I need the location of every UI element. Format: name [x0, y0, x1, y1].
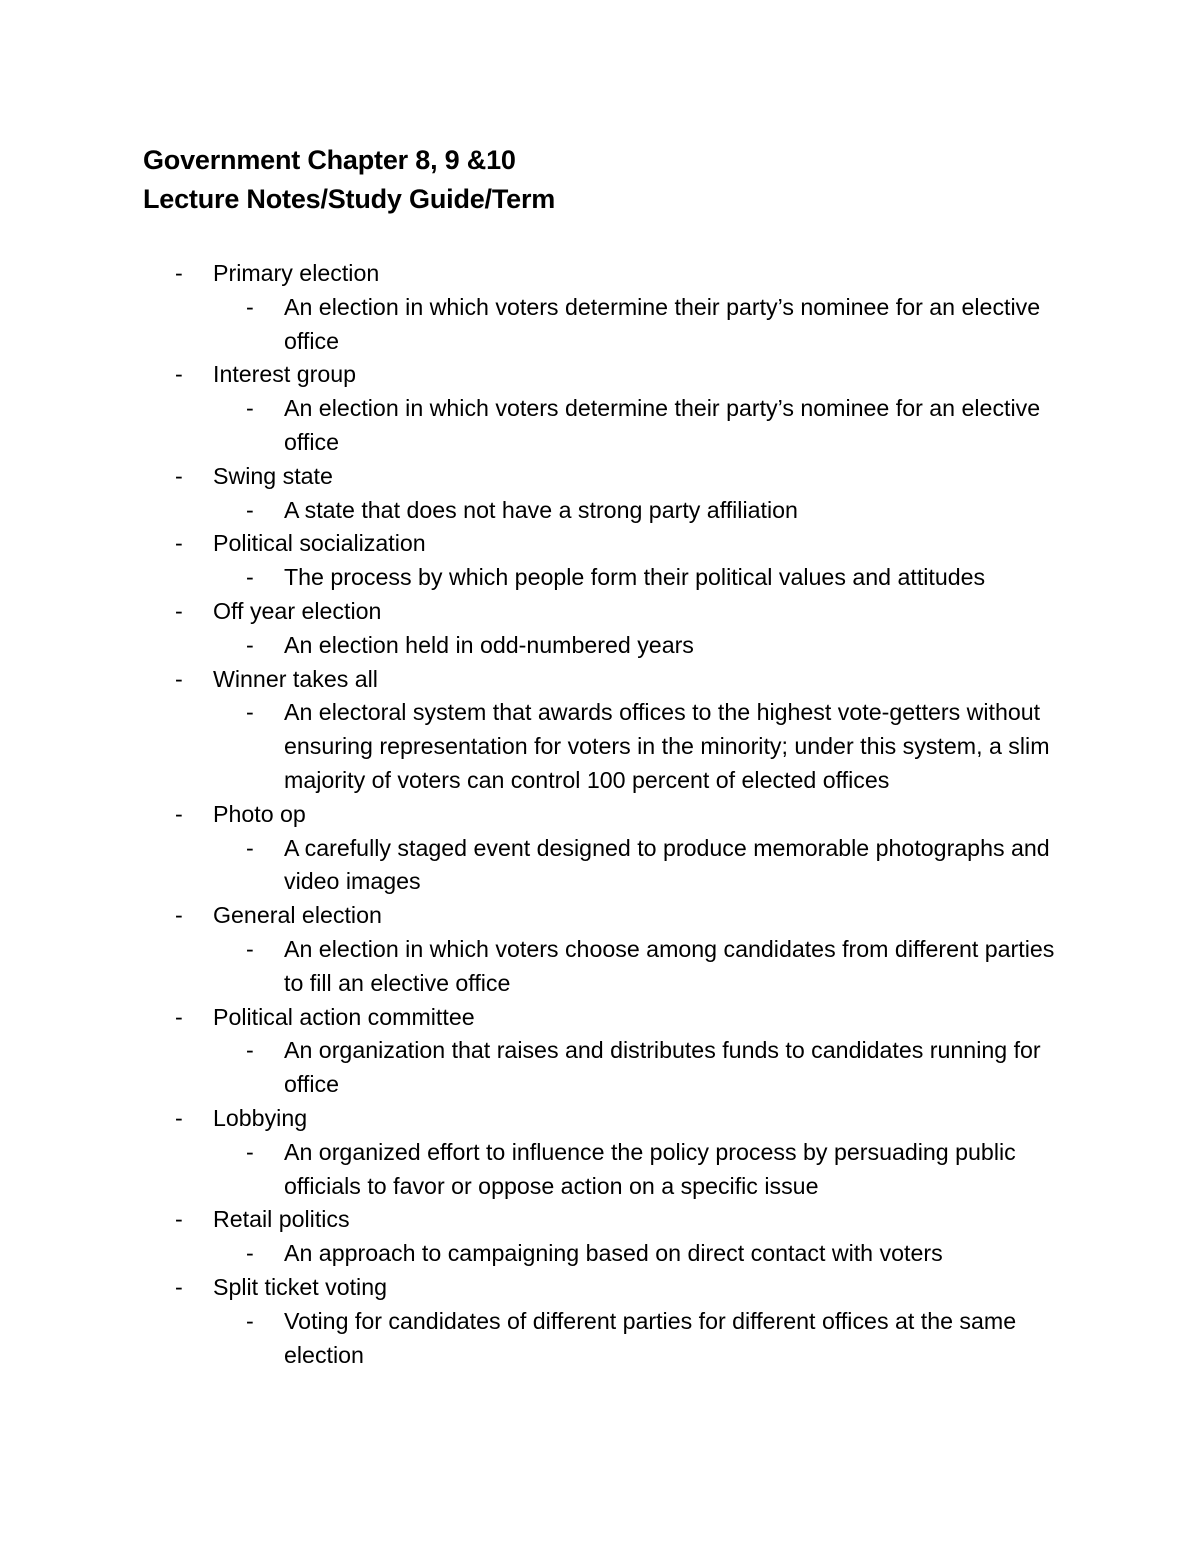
bullet-dash: -: [246, 1037, 254, 1064]
term-definition: [245, 561, 1074, 595]
term-item: [174, 1203, 1074, 1271]
term-definition: [245, 392, 1074, 460]
definition-text: An election held in odd-numbered years: [284, 631, 694, 658]
bullet-dash: -: [175, 902, 183, 929]
term-name: Political socialization: [213, 530, 426, 557]
title-block: [143, 141, 1103, 219]
bullet-dash: -: [246, 496, 254, 523]
definition-text: An electoral system that awards offices to the highest vote-getters without ensuring representation for voters in the minority; under this system, a slim majority of voters can control 100 percent of elected offices: [284, 699, 1050, 793]
term-list: [174, 257, 1074, 1372]
definition-text: A carefully staged event designed to produce memorable photographs and video images: [284, 834, 1050, 895]
bullet-dash: -: [246, 395, 254, 422]
definition-text: An organized effort to influence the policy process by persuading public officials to favor or oppose action on a specific issue: [284, 1138, 1016, 1199]
definition-text: An approach to campaigning based on direct contact with voters: [284, 1240, 943, 1267]
term-name: Photo op: [213, 800, 306, 827]
definition-text: An organization that raises and distributes funds to candidates running for office: [284, 1037, 1041, 1098]
bullet-dash: -: [246, 935, 254, 962]
bullet-dash: -: [246, 1138, 254, 1165]
term-name: Split ticket voting: [213, 1273, 387, 1300]
bullet-dash: -: [246, 1240, 254, 1267]
term-definition: [245, 1136, 1074, 1204]
term-name: Interest group: [213, 361, 357, 388]
bullet-dash: -: [246, 834, 254, 861]
term-item: [174, 460, 1074, 528]
bullet-dash: -: [175, 1003, 183, 1030]
term-item: [174, 1102, 1074, 1203]
term-name: Retail politics: [213, 1206, 350, 1233]
term-item: [174, 1271, 1074, 1372]
bullet-dash: -: [175, 530, 183, 557]
bullet-dash: -: [246, 564, 254, 591]
document-subtitle: Lecture Notes/Study Guide/Term: [143, 184, 556, 214]
document-title: Government Chapter 8, 9 &10: [143, 145, 516, 175]
term-definition: [245, 629, 1074, 663]
term-definition: [245, 1305, 1074, 1373]
term-item: [174, 899, 1074, 1000]
bullet-dash: -: [175, 462, 183, 489]
term-item: [174, 663, 1074, 798]
definition-text: An election in which voters determine their party’s nominee for an elective office: [284, 293, 1041, 354]
term-item: [174, 798, 1074, 899]
definition-text: Voting for candidates of different parties for different offices at the same election: [284, 1307, 1017, 1368]
term-definition: [245, 933, 1074, 1001]
definition-text: An election in which voters choose among candidates from different parties to fill an elective office: [284, 935, 1055, 996]
bullet-dash: -: [175, 1206, 183, 1233]
bullet-dash: -: [246, 631, 254, 658]
term-definition: [245, 832, 1074, 900]
term-item: [174, 527, 1074, 595]
term-name: Political action committee: [213, 1003, 475, 1030]
bullet-dash: -: [175, 260, 183, 286]
bullet-dash: -: [175, 361, 183, 388]
bullet-dash: -: [175, 800, 183, 827]
term-item: [174, 1001, 1074, 1102]
term-definition: [245, 696, 1074, 797]
term-definition: [245, 494, 1074, 528]
term-name: Primary election: [213, 260, 380, 286]
term-name: General election: [213, 902, 382, 929]
term-item: [174, 358, 1074, 459]
definition-text: A state that does not have a strong party affiliation: [284, 496, 798, 523]
bullet-dash: -: [175, 1104, 183, 1131]
bullet-dash: -: [246, 699, 254, 726]
bullet-dash: -: [175, 597, 183, 624]
term-item: [174, 595, 1074, 663]
term-definition: [245, 1237, 1074, 1271]
bullet-dash: -: [175, 1273, 183, 1300]
term-name: Lobbying: [213, 1104, 308, 1131]
term-definition: [245, 1034, 1074, 1102]
definition-text: The process by which people form their political values and attitudes: [284, 564, 986, 591]
term-name: Swing state: [213, 462, 333, 489]
term-item: [174, 257, 1074, 358]
definition-text: An election in which voters determine their party’s nominee for an elective office: [284, 395, 1041, 455]
bullet-dash: -: [175, 665, 183, 692]
term-definition: [245, 291, 1074, 359]
term-name: Winner takes all: [213, 665, 378, 692]
bullet-dash: -: [246, 1307, 254, 1334]
term-name: Off year election: [213, 597, 382, 624]
bullet-dash: -: [246, 293, 254, 320]
